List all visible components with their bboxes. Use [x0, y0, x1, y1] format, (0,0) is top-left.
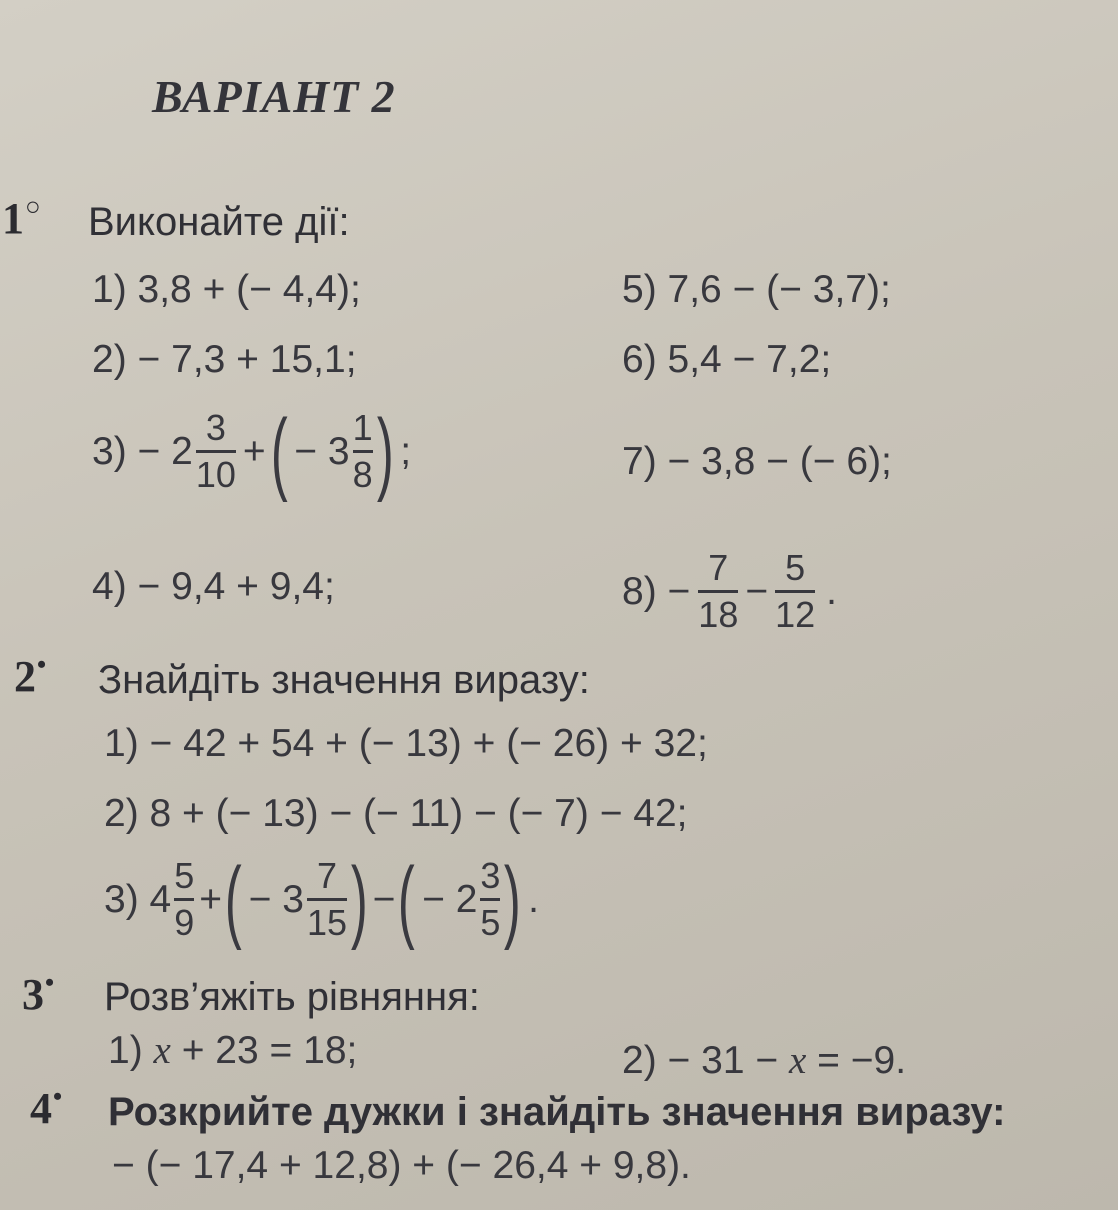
fraction: $\frac{3}{5}$: [480, 855, 501, 943]
difficulty-mark-icon: •: [45, 968, 55, 997]
right-paren: ): [376, 400, 394, 503]
difficulty-mark-icon: •: [53, 1082, 63, 1111]
right-paren: ): [504, 848, 522, 951]
task-1-item-5: 5) 7,6 − (− 3,7);: [622, 268, 891, 311]
right-paren: ): [350, 848, 368, 951]
task-3-item-1: 1) x + 23 = 18;: [108, 1029, 358, 1072]
fraction: $\frac{5}{12}$: [775, 547, 816, 635]
left-paren: (: [398, 848, 416, 951]
fraction: $\frac{7}{18}$: [698, 547, 739, 635]
difficulty-mark-icon: ○: [25, 192, 41, 221]
page-title: ВАРІАНТ 2: [152, 71, 396, 122]
task-2-heading: Знайдіть значення виразу:: [98, 658, 590, 702]
task-3-heading: Розв’яжіть рівняння:: [104, 975, 480, 1019]
task-2-number: 2•: [14, 650, 47, 701]
task-1-item-1: 1) 3,8 + (− 4,4);: [92, 268, 361, 311]
fraction: $\frac{3}{10}$: [195, 407, 236, 495]
task-3-number: 3•: [22, 968, 55, 1019]
task-1-item-3: 3) − 2 $\frac{3}{10}$ + ( − 3 $\frac{1}{8}$ ) ;: [92, 400, 412, 503]
task-1-item-4: 4) − 9,4 + 9,4;: [92, 565, 335, 608]
fraction: $\frac{1}{8}$: [352, 407, 373, 495]
task-1-item-2: 2) − 7,3 + 15,1;: [92, 338, 357, 381]
task-1-item-6: 6) 5,4 − 7,2;: [622, 338, 832, 381]
task-1-number: 1○: [2, 192, 41, 243]
fraction: $\frac{7}{15}$: [306, 855, 348, 943]
task-2-item-1: 1) − 42 + 54 + (− 13) + (− 26) + 32;: [104, 722, 708, 765]
task-3-item-2: 2) − 31 − x = −9.: [622, 1039, 907, 1082]
difficulty-mark-icon: •: [37, 650, 47, 679]
task-4-item-1: − (− 17,4 + 12,8) + (− 26,4 + 9,8).: [112, 1144, 691, 1187]
task-4-heading: Розкрийте дужки і знайдіть значення виразу:: [108, 1090, 1006, 1134]
task-2-item-2: 2) 8 + (− 13) − (− 11) − (− 7) − 42;: [104, 792, 688, 835]
left-paren: (: [224, 848, 242, 951]
left-paren: (: [270, 400, 288, 503]
task-4-number: 4•: [30, 1082, 63, 1133]
fraction: $\frac{5}{9}$: [174, 855, 195, 943]
task-1-item-8: 8) − $\frac{7}{18}$ − $\frac{5}{12}$ .: [622, 547, 838, 635]
task-2-item-3: 3) 4 $\frac{5}{9}$ + ( − 3 $\frac{7}{15}$ ) − ( − 2 $\frac{3}{5}$ ) .: [104, 848, 539, 951]
task-1-heading: Виконайте дії:: [88, 200, 350, 244]
task-1-item-7: 7) − 3,8 − (− 6);: [622, 440, 892, 483]
